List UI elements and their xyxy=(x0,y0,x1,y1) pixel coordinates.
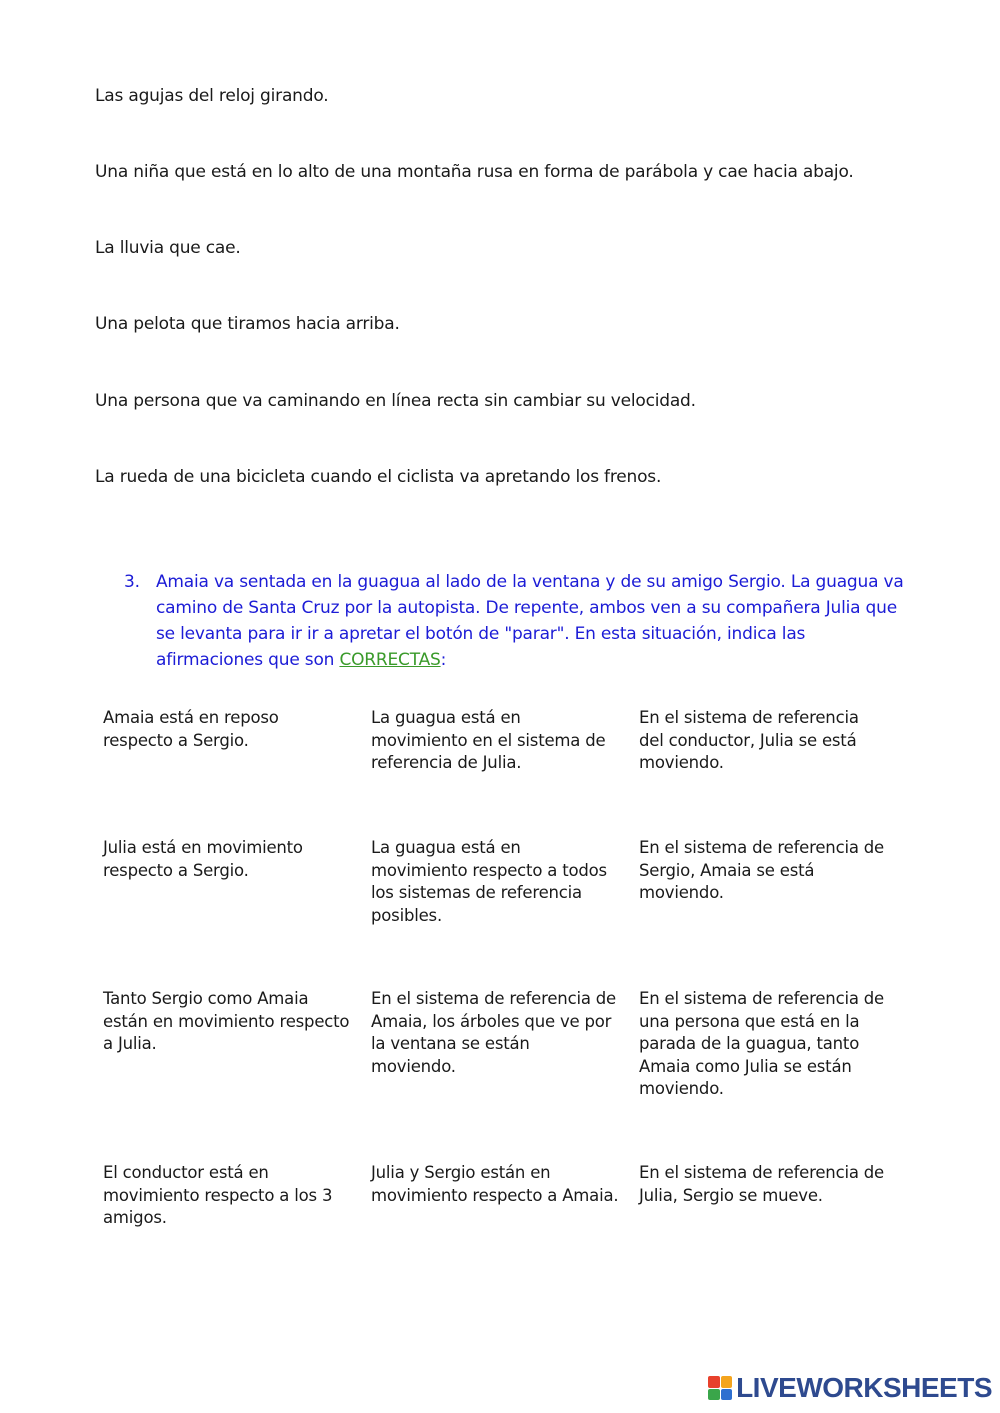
option-cell[interactable]: Amaia está en reposo respecto a Sergio. xyxy=(103,708,279,750)
statement-1: Las agujas del reloj girando. xyxy=(95,86,329,106)
option-cell[interactable]: En el sistema de referencia de Sergio, Amaia se está moviendo. xyxy=(639,838,885,902)
option-cell[interactable]: El conductor está en movimiento respecto a los 3 amigos. xyxy=(103,1163,333,1227)
option-cell[interactable]: La guagua está en movimiento en el sistema de referencia de Julia. xyxy=(371,708,606,772)
question-3 xyxy=(124,569,904,673)
question-text-after: : xyxy=(440,650,447,670)
statement-5: Una persona que va caminando en línea recta sin cambiar su velocidad. xyxy=(95,391,696,411)
statement-3: La lluvia que cae. xyxy=(95,238,241,258)
option-cell[interactable]: En el sistema de referencia de Amaia, los árboles que ve por la ventana se están moviendo. xyxy=(371,989,617,1076)
option-cell[interactable]: En el sistema de referencia del conductor, Julia se está moviendo. xyxy=(639,708,859,772)
question-number: 3. xyxy=(124,572,140,592)
option-cell[interactable]: En el sistema de referencia de una persona que está en la parada de la guagua, tanto Amaia como Julia se están moviendo. xyxy=(639,989,885,1098)
statement-4: Una pelota que tiramos hacia arriba. xyxy=(95,314,400,334)
option-cell[interactable]: En el sistema de referencia de Julia, Sergio se mueve. xyxy=(639,1163,885,1205)
option-cell[interactable]: La guagua está en movimiento respecto a todos los sistemas de referencia posibles. xyxy=(371,838,607,925)
option-cell[interactable]: Julia está en movimiento respecto a Sergio. xyxy=(103,838,303,880)
statement-2: Una niña que está en lo alto de una montaña rusa en forma de parábola y cae hacia abajo. xyxy=(95,162,854,182)
option-cell[interactable]: Tanto Sergio como Amaia están en movimiento respecto a Julia. xyxy=(103,989,350,1053)
statement-6: La rueda de una bicicleta cuando el ciclista va apretando los frenos. xyxy=(95,467,662,487)
question-text-before: Amaia va sentada en la guagua al lado de la ventana y de su amigo Sergio. La guagua va camino de Santa Cruz por la autopista. De repente, ambos ven a su compañera Julia que se levanta para ir ir a apretar el botón de "parar". En esta situación, indica las afirmaciones que son xyxy=(156,572,904,670)
liveworksheets-logo xyxy=(708,1373,992,1403)
logo-text: LIVEWORKSHEETS xyxy=(736,1372,992,1403)
question-highlight: CORRECTAS xyxy=(339,650,441,670)
liveworksheets-logo-icon xyxy=(708,1376,732,1400)
option-cell[interactable]: Julia y Sergio están en movimiento respecto a Amaia. xyxy=(371,1163,619,1205)
question-text xyxy=(156,569,904,673)
